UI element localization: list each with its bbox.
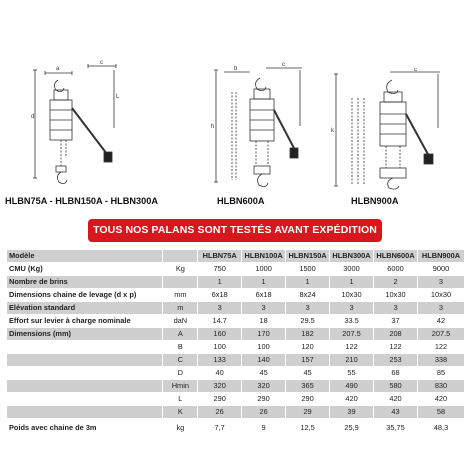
cell-value: 157 <box>286 354 330 367</box>
header-col: HLBN300A <box>330 250 374 263</box>
row-unit: Kg <box>163 263 198 276</box>
row-label: Dimensions (mm) <box>7 328 163 341</box>
row-label <box>7 367 163 380</box>
cell-value: 29.5 <box>286 315 330 328</box>
cell-value: 37 <box>374 315 418 328</box>
row-unit: mm <box>163 289 198 302</box>
cell-value: 320 <box>198 380 242 393</box>
cell-value: 290 <box>286 393 330 406</box>
cell-value: 420 <box>330 393 374 406</box>
row-label: Effort sur levier à charge nominale <box>7 315 163 328</box>
dim-label-c: c <box>100 60 103 66</box>
cell-value: 39 <box>330 406 374 419</box>
cell-value: 1 <box>242 276 286 289</box>
table-row <box>7 380 465 393</box>
cell-value: 43 <box>374 406 418 419</box>
dim-label-c-large: c <box>414 68 417 73</box>
row-unit: Hmin <box>163 380 198 393</box>
cell-value: 1 <box>330 276 374 289</box>
cell-value: 3000 <box>330 263 374 276</box>
cell-value: 10x30 <box>417 289 464 302</box>
header-col: HLBN150A <box>286 250 330 263</box>
row-unit: D <box>163 367 198 380</box>
row-label: Elévation standard <box>7 302 163 315</box>
row-unit: B <box>163 341 198 354</box>
cell-value: 207.5 <box>330 328 374 341</box>
cell-value: 1000 <box>242 263 286 276</box>
row-unit: kg <box>163 419 198 438</box>
cell-value: 320 <box>242 380 286 393</box>
cell-value: 122 <box>330 341 374 354</box>
cell-value: 120 <box>286 341 330 354</box>
row-label <box>7 354 163 367</box>
table-row <box>7 393 465 406</box>
header-col: HLBN75A <box>198 250 242 263</box>
cell-value: 3 <box>417 276 464 289</box>
cell-value: 208 <box>374 328 418 341</box>
row-label: Nombre de brins <box>7 276 163 289</box>
table-row <box>7 276 465 289</box>
cell-value: 122 <box>374 341 418 354</box>
dim-label-d: d <box>31 114 35 120</box>
cell-value: 55 <box>330 367 374 380</box>
cell-value: 210 <box>330 354 374 367</box>
cell-value: 122 <box>417 341 464 354</box>
row-unit: daN <box>163 315 198 328</box>
cell-value: 100 <box>242 341 286 354</box>
cell-value: 580 <box>374 380 418 393</box>
table-row <box>7 406 465 419</box>
table-row <box>7 367 465 380</box>
cell-value: 9 <box>242 419 286 438</box>
cell-value: 6000 <box>374 263 418 276</box>
cell-value: 3 <box>286 302 330 315</box>
cell-value: 33.5 <box>330 315 374 328</box>
cell-value: 40 <box>198 367 242 380</box>
cell-value: 420 <box>417 393 464 406</box>
cell-value: 830 <box>417 380 464 393</box>
row-unit: A <box>163 328 198 341</box>
table-row <box>7 341 465 354</box>
caption-large-model: HLBN900A <box>351 196 399 206</box>
cell-value: 290 <box>242 393 286 406</box>
cell-value: 3 <box>374 302 418 315</box>
cell-value: 26 <box>198 406 242 419</box>
cell-value: 1 <box>286 276 330 289</box>
cell-value: 3 <box>330 302 374 315</box>
dim-label-a: a <box>56 66 60 72</box>
cell-value: 490 <box>330 380 374 393</box>
header-col: HLBN900A <box>417 250 464 263</box>
cell-value: 207.5 <box>417 328 464 341</box>
table-row <box>7 315 465 328</box>
cell-value: 253 <box>374 354 418 367</box>
cell-value: 1500 <box>286 263 330 276</box>
cell-value: 6x18 <box>242 289 286 302</box>
cell-value: 10x30 <box>374 289 418 302</box>
cell-value: 100 <box>198 341 242 354</box>
row-unit <box>163 276 198 289</box>
cell-value: 10x30 <box>330 289 374 302</box>
table-row <box>7 354 465 367</box>
cell-value: 3 <box>417 302 464 315</box>
header-col: HLBN600A <box>374 250 418 263</box>
header-model: Modèle <box>7 250 163 263</box>
cell-value: 42 <box>417 315 464 328</box>
row-label <box>7 393 163 406</box>
cell-value: 1 <box>198 276 242 289</box>
table-header-row <box>7 250 465 263</box>
cell-value: 12,5 <box>286 419 330 438</box>
header-unit <box>163 250 198 263</box>
table-row <box>7 419 465 438</box>
cell-value: 160 <box>198 328 242 341</box>
table-row <box>7 328 465 341</box>
cell-value: 338 <box>417 354 464 367</box>
cell-value: 182 <box>286 328 330 341</box>
cell-value: 58 <box>417 406 464 419</box>
hoist-drawing-small <box>30 58 120 193</box>
header-col: HLBN100A <box>242 250 286 263</box>
table-row <box>7 289 465 302</box>
specifications-table <box>6 249 465 438</box>
cell-value: 25,9 <box>330 419 374 438</box>
row-unit: m <box>163 302 198 315</box>
cell-value: 18 <box>242 315 286 328</box>
dim-label-c-mid: c <box>282 62 285 68</box>
cell-value: 8x24 <box>286 289 330 302</box>
row-unit: C <box>163 354 198 367</box>
cell-value: 3 <box>242 302 286 315</box>
cell-value: 48,3 <box>417 419 464 438</box>
cell-value: 420 <box>374 393 418 406</box>
row-label <box>7 380 163 393</box>
cell-value: 3 <box>198 302 242 315</box>
cell-value: 290 <box>198 393 242 406</box>
cell-value: 133 <box>198 354 242 367</box>
cell-value: 9000 <box>417 263 464 276</box>
cell-value: 14.7 <box>198 315 242 328</box>
cell-value: 6x18 <box>198 289 242 302</box>
row-unit: L <box>163 393 198 406</box>
cell-value: 35,75 <box>374 419 418 438</box>
dim-label-h: h <box>211 124 215 130</box>
row-label: Dimensions chaine de levage (d x p) <box>7 289 163 302</box>
row-unit: K <box>163 406 198 419</box>
dim-label-k: k <box>331 128 334 134</box>
table-row <box>7 302 465 315</box>
cell-value: 29 <box>286 406 330 419</box>
row-label: CMU (Kg) <box>7 263 163 276</box>
hoist-drawing-large <box>330 68 445 193</box>
dim-label-b: b <box>234 66 238 72</box>
row-label: Poids avec chaine de 3m <box>7 419 163 438</box>
row-label <box>7 341 163 354</box>
caption-mid-model: HLBN600A <box>217 196 265 206</box>
tested-banner: TOUS NOS PALANS SONT TESTÉS AVANT EXPÉDITION <box>88 219 382 242</box>
cell-value: 68 <box>374 367 418 380</box>
cell-value: 85 <box>417 367 464 380</box>
cell-value: 750 <box>198 263 242 276</box>
row-label <box>7 406 163 419</box>
hoist-drawing-mid <box>210 62 305 192</box>
cell-value: 45 <box>286 367 330 380</box>
table-row <box>7 263 465 276</box>
cell-value: 2 <box>374 276 418 289</box>
cell-value: 26 <box>242 406 286 419</box>
caption-small-models: HLBN75A - HLBN150A - HLBN300A <box>5 196 158 206</box>
cell-value: 140 <box>242 354 286 367</box>
cell-value: 365 <box>286 380 330 393</box>
cell-value: 7,7 <box>198 419 242 438</box>
dim-label-l: L <box>116 94 120 100</box>
cell-value: 170 <box>242 328 286 341</box>
cell-value: 45 <box>242 367 286 380</box>
